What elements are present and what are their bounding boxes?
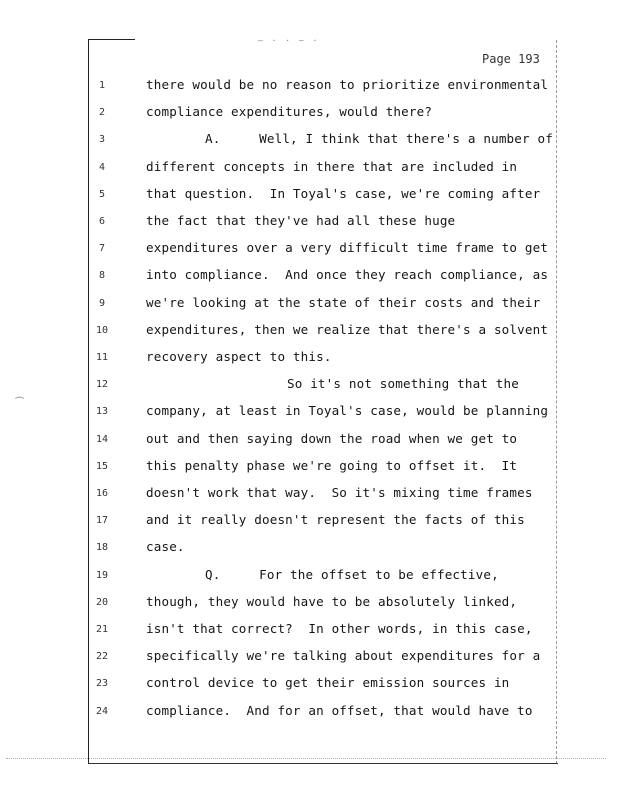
line-text: company, at least in Toyal's case, would be planning	[146, 403, 549, 419]
line-text: control device to get their emission sources in	[146, 675, 510, 691]
transcript-line	[0, 703, 618, 723]
line-text: there would be no reason to prioritize environmental	[146, 77, 549, 92]
line-number: 5	[98, 188, 106, 200]
line-text: specifically we're talking about expenditures for a	[146, 648, 541, 664]
line-text: the fact that they've had all these huge	[146, 213, 456, 228]
transcript-line	[0, 322, 618, 342]
transcript-line	[0, 675, 618, 695]
line-number: 20	[95, 596, 109, 608]
scan-bottom-noise	[6, 758, 606, 763]
line-number: 19	[95, 569, 109, 581]
top-frame-line	[88, 39, 135, 40]
transcript-line	[0, 512, 618, 532]
line-text: compliance expenditures, would there?	[146, 104, 433, 120]
line-text: expenditures over a very difficult time frame to get	[146, 240, 549, 256]
transcript-line	[0, 240, 618, 260]
line-number: 11	[95, 352, 109, 363]
transcript-line	[0, 213, 618, 233]
transcript-line	[0, 186, 618, 206]
line-number: 3	[98, 134, 106, 146]
line-text: So it's not something that the	[287, 376, 519, 392]
transcript-line	[0, 131, 618, 151]
line-text: doesn't work that way. So it's mixing time frames	[146, 485, 533, 500]
transcript-line	[0, 567, 618, 587]
transcript-line	[0, 104, 618, 124]
line-number: 22	[95, 651, 109, 663]
line-number: 8	[98, 270, 106, 282]
top-scan-marks: — · · — ·	[258, 36, 320, 45]
line-text: into compliance. And once they reach compliance, as	[146, 267, 549, 283]
line-number: 7	[98, 243, 106, 255]
line-number: 21	[95, 624, 109, 635]
page-number: Page 193	[482, 52, 540, 66]
transcript-line	[0, 431, 618, 451]
line-text: we're looking at the state of their costs and their	[146, 294, 541, 310]
line-number: 1	[98, 80, 106, 91]
line-number: 16	[95, 488, 109, 499]
line-text: A. Well, I think that there's a number of	[205, 131, 553, 147]
transcript-line	[0, 77, 618, 97]
line-number: 24	[95, 705, 109, 717]
transcript-line	[0, 349, 618, 369]
transcript-line	[0, 267, 618, 287]
transcript-line	[0, 485, 618, 505]
line-number: 13	[95, 406, 109, 418]
transcript-line	[0, 621, 618, 641]
scan-artifact-mark: (	[13, 394, 25, 401]
line-text: isn't that correct? In other words, in this case,	[146, 621, 533, 636]
line-number: 17	[95, 515, 109, 527]
line-text: out and then saying down the road when we get to	[146, 430, 518, 446]
line-number: 9	[98, 297, 106, 309]
line-number: 2	[98, 107, 106, 119]
line-text: that question. In Toyal's case, we're coming after	[146, 185, 541, 201]
transcript-line	[0, 648, 618, 668]
line-text: different concepts in there that are included in	[146, 158, 518, 174]
transcript-line	[0, 295, 618, 315]
line-text: Q. For the offset to be effective,	[205, 566, 499, 582]
line-number: 18	[95, 542, 109, 554]
bottom-frame-line	[88, 763, 558, 764]
line-number: 12	[95, 379, 109, 391]
line-text: this penalty phase we're going to offset it. It	[146, 457, 518, 473]
transcript-line	[0, 539, 618, 559]
line-text: expenditures, then we realize that there's a solvent	[146, 321, 549, 337]
transcript-line	[0, 458, 618, 478]
line-number: 14	[95, 433, 109, 445]
line-number: 6	[98, 216, 106, 227]
transcript-line	[0, 159, 618, 179]
line-text: case.	[146, 539, 185, 555]
line-text: and it really doesn't represent the facts of this	[146, 512, 525, 528]
line-text: recovery aspect to this.	[146, 349, 332, 364]
transcript-line	[0, 403, 618, 423]
transcript-line	[0, 594, 618, 614]
line-number: 10	[95, 324, 109, 336]
line-number: 4	[98, 161, 106, 173]
line-number: 23	[95, 678, 109, 690]
line-number: 15	[95, 460, 109, 472]
line-text: though, they would have to be absolutely linked,	[146, 593, 518, 609]
transcript-line	[0, 376, 618, 396]
line-text: compliance. And for an offset, that would have to	[146, 702, 533, 718]
